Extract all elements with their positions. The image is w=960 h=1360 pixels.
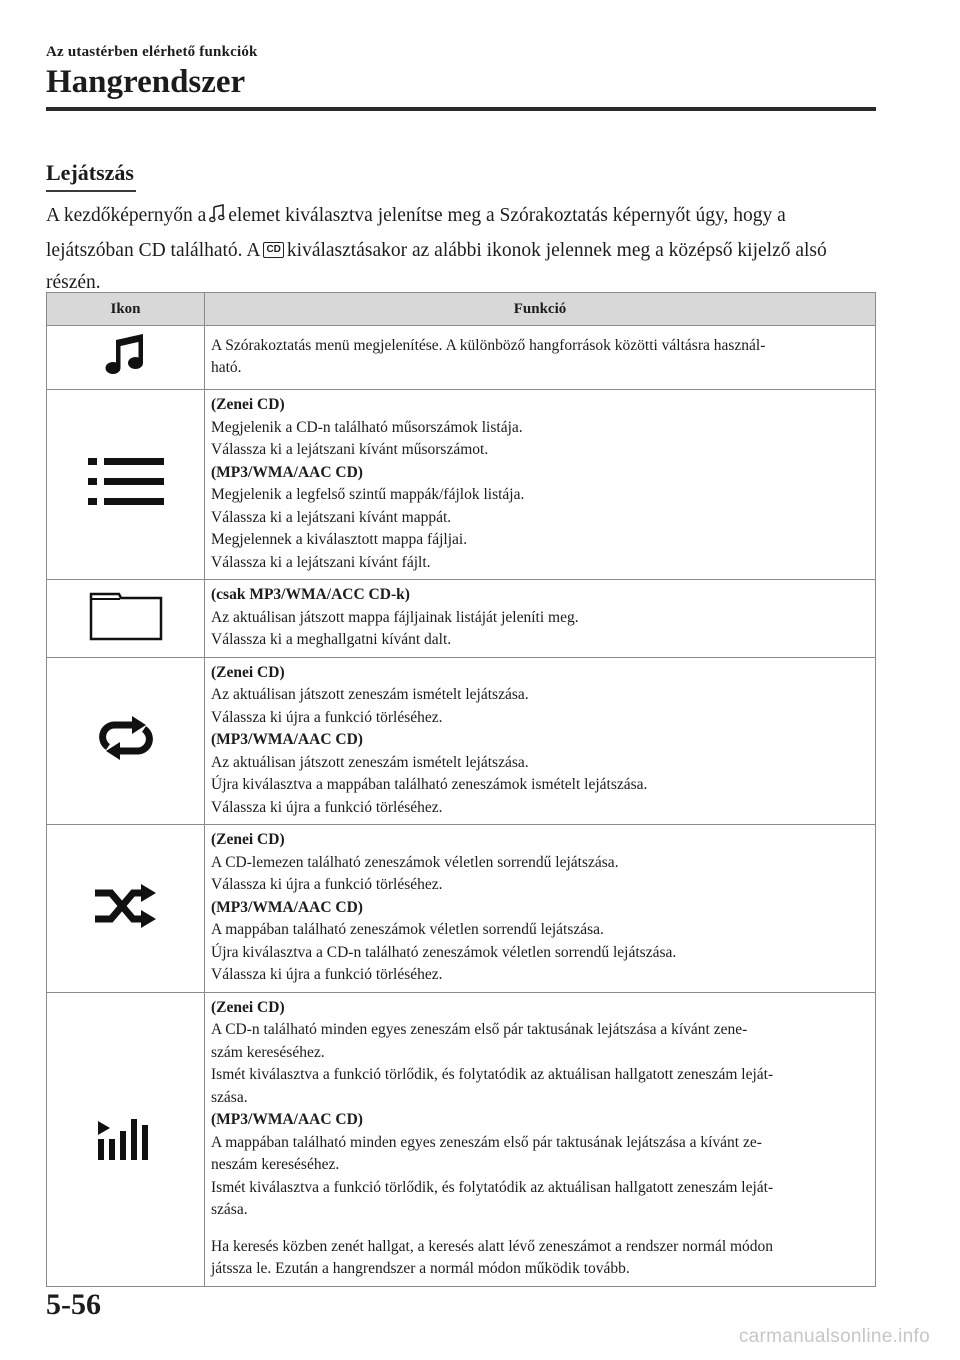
table-row (47, 992, 876, 1286)
section-heading: Lejátszás (46, 160, 134, 185)
table-row (47, 657, 876, 825)
shuffle-icon (93, 916, 159, 933)
function-description: A Szórakoztatás menü megjelenítése. A különböző hangforrások közötti váltásra használ- ható. (205, 326, 876, 390)
icon-cell (47, 326, 205, 390)
cd-icon: CD (263, 242, 283, 258)
section-header: Az utastérben elérhető funkciók (46, 44, 258, 60)
function-description: (Zenei CD) A CD-n található minden egyes zeneszám első pár taktusának lejátszása a kívánt zene- szám kereséséhez. Ismét kiválasztva a funkció törlődik, és folytatódik az aktuálisan hallgatott zeneszám leját- szása. (MP3/WMA/AAC CD) A mappában található minden egyes zeneszám első pár taktusának lejátszása a kívánt ze- neszám kereséséhez. Ismét kiválasztva a funkció törlődik, és folytatódik az aktuálisan hallgatott zeneszám leját- szása. Ha keresés közben zenét hallgat, a keresés alatt lévő zeneszámot a rendszer normál módon játssza le. Ezután a hangrendszer a normál módon működik tovább. (205, 992, 876, 1286)
function-description: (Zenei CD) A CD-lemezen található zeneszámok véletlen sorrendű lejátszása. Válassza ki újra a funkció törléséhez. (MP3/WMA/AAC CD) A mappában található zeneszámok véletlen sorrendű lejátszása. Újra kiválasztva a CD-n található zeneszámok véletlen sorrendű lejátszása. Válassza ki újra a funkció törléséhez. (205, 825, 876, 993)
column-header-function: Funkció (205, 293, 876, 326)
icon-cell (47, 657, 205, 825)
intro-paragraph (46, 200, 876, 299)
table-header-row (47, 293, 876, 326)
column-header-icon: Ikon (47, 293, 205, 326)
icon-cell (47, 825, 205, 993)
scan-icon (96, 1148, 156, 1165)
function-table (46, 292, 876, 1287)
intro-text-1: A kezdőképernyőn a (46, 205, 207, 226)
function-description: (Zenei CD) Az aktuálisan játszott zeneszám ismételt lejátszása. Válassza ki újra a funkció törléséhez. (MP3/WMA/AAC CD) Az aktuálisan játszott zeneszám ismételt lejátszása. Újra kiválasztva a mappában található zeneszámok ismételt lejátszása. Válassza ki újra a funkció törléséhez. (205, 657, 876, 825)
page-number: 5-56 (46, 1288, 101, 1321)
icon-cell (47, 992, 205, 1286)
list-icon (86, 495, 166, 512)
repeat-icon (94, 748, 158, 765)
page-title: Hangrendszer (46, 64, 246, 100)
intro-text-3: kiválasztásakor az alábbi ikonok jelennek meg a középső kijelző alsó részén. (46, 240, 827, 293)
entertainment-note-icon (209, 203, 225, 235)
section-heading-underline (46, 190, 136, 192)
intro-text-2: elemet kiválasztva jelenítse meg a Szórakoztatás képernyőt úgy, hogy a lejátszóban CD található. A (46, 205, 786, 261)
function-description: (csak MP3/WMA/ACC CD-k) Az aktuálisan játszott mappa fájljainak listáját jeleníti meg. Válassza ki a meghallgatni kívánt dalt. (205, 580, 876, 658)
icon-cell (47, 580, 205, 658)
table-row (47, 326, 876, 390)
folder-icon (89, 628, 163, 645)
table-row (47, 825, 876, 993)
music-note-icon (101, 367, 151, 384)
table-row (47, 390, 876, 580)
table-row (47, 580, 876, 658)
icon-cell (47, 390, 205, 580)
function-description: (Zenei CD) Megjelenik a CD-n található műsorszámok listája. Válassza ki a lejátszani kívánt műsorszámot. (MP3/WMA/AAC CD) Megjelenik a legfelső szintű mappák/fájlok listája. Válassza ki a lejátszani kívánt mappát. Megjelennek a kiválasztott mappa fájljai. Válassza ki a lejátszani kívánt fájlt. (205, 390, 876, 580)
header-divider (46, 107, 876, 111)
watermark: carmanualsonline.info (738, 1326, 930, 1347)
